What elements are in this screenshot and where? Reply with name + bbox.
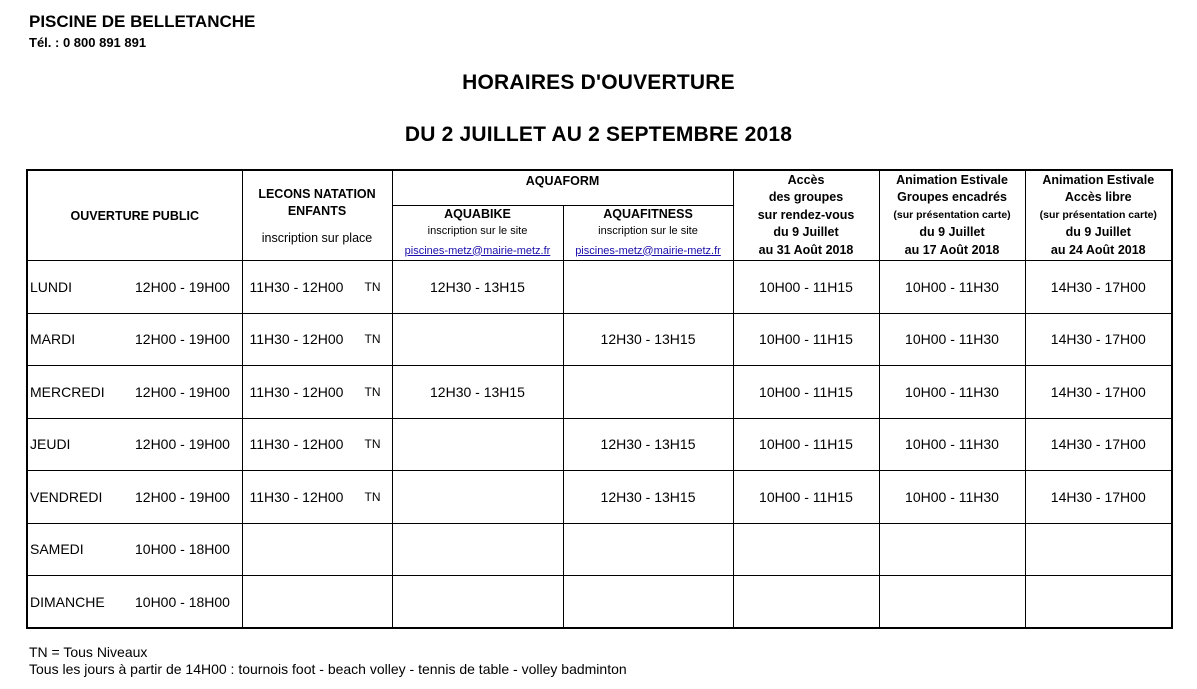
header-aquaform-label: AQUAFORM bbox=[525, 174, 600, 188]
cell-aquabike bbox=[392, 576, 563, 629]
header-groupes-l3: sur rendez-vous bbox=[757, 207, 855, 222]
cell-public bbox=[27, 313, 242, 366]
footer-activities: Tous les jours à partir de 14H00 : tournois foot - beach volley - tennis de table - volley badminton bbox=[29, 661, 627, 677]
public-hours: 12H00 - 19H00 bbox=[135, 278, 230, 295]
cell-anim2: 14H30 - 17H00 bbox=[1025, 313, 1172, 366]
header-aquaform bbox=[392, 170, 733, 205]
lecons-hours: 11H30 - 12H00 bbox=[249, 436, 344, 453]
cell-anim1: 10H00 - 11H30 bbox=[879, 471, 1025, 524]
cell-anim2 bbox=[1025, 523, 1172, 576]
cell-lecons bbox=[242, 261, 392, 314]
public-hours: 12H00 - 19H00 bbox=[135, 331, 230, 348]
header-lecons bbox=[242, 170, 392, 261]
public-hours: 12H00 - 19H00 bbox=[135, 436, 230, 453]
cell-aquabike bbox=[392, 418, 563, 471]
cell-anim2: 14H30 - 17H00 bbox=[1025, 366, 1172, 419]
phone-number: Tél. : 0 800 891 891 bbox=[29, 35, 147, 50]
cell-public bbox=[27, 261, 242, 314]
cell-aquabike bbox=[392, 313, 563, 366]
cell-aquabike bbox=[392, 471, 563, 524]
header-lecons-note: inscription sur place bbox=[261, 230, 373, 245]
header-anim1-l5: au 17 Août 2018 bbox=[904, 242, 1000, 257]
cell-aquafitness: 12H30 - 13H15 bbox=[563, 418, 733, 471]
day-name: SAMEDI bbox=[30, 541, 84, 558]
lecons-level: TN bbox=[364, 332, 381, 347]
public-hours: 10H00 - 18H00 bbox=[135, 593, 230, 610]
cell-aquafitness bbox=[563, 523, 733, 576]
header-lecons-line2: ENFANTS bbox=[287, 204, 347, 219]
date-range-title: DU 2 JUILLET AU 2 SEPTEMBRE 2018 bbox=[404, 123, 793, 146]
lecons-level: TN bbox=[364, 384, 381, 399]
table-row bbox=[27, 261, 1172, 314]
header-groupes bbox=[733, 170, 879, 261]
table-row bbox=[27, 418, 1172, 471]
header-anim1-l2: Groupes encadrés bbox=[897, 190, 1007, 205]
table-row bbox=[27, 523, 1172, 576]
aquabike-email-link[interactable]: piscines-metz@mairie-metz.fr bbox=[404, 244, 551, 257]
day-name: JEUDI bbox=[30, 436, 71, 453]
lecons-level: TN bbox=[364, 437, 381, 452]
header-anim1-l3: (sur présentation carte) bbox=[893, 208, 1011, 221]
header-public: OUVERTURE PUBLIC bbox=[27, 170, 242, 261]
pool-name: PISCINE DE BELLETANCHE bbox=[29, 12, 256, 31]
lecons-hours: 11H30 - 12H00 bbox=[249, 331, 344, 348]
cell-anim1: 10H00 - 11H30 bbox=[879, 418, 1025, 471]
header-aquabike-note: inscription sur le site bbox=[427, 225, 528, 237]
header-aquafitness bbox=[563, 205, 733, 261]
lecons-hours: 11H30 - 12H00 bbox=[249, 488, 344, 505]
day-name: VENDREDI bbox=[30, 488, 103, 505]
header-anim2 bbox=[1025, 170, 1172, 261]
public-hours: 10H00 - 18H00 bbox=[135, 541, 230, 558]
cell-aquafitness: 12H30 - 13H15 bbox=[563, 313, 733, 366]
cell-aquabike: 12H30 - 13H15 bbox=[392, 261, 563, 314]
cell-anim1: 10H00 - 11H30 bbox=[879, 313, 1025, 366]
schedule-table bbox=[26, 169, 1173, 629]
cell-aquafitness bbox=[563, 576, 733, 629]
cell-anim2: 14H30 - 17H00 bbox=[1025, 471, 1172, 524]
cell-groupes: 10H00 - 11H15 bbox=[733, 418, 879, 471]
header-lecons-line1: LECONS NATATION bbox=[258, 186, 376, 201]
cell-public bbox=[27, 366, 242, 419]
header-anim1 bbox=[879, 170, 1025, 261]
header-aquafitness-note: inscription sur le site bbox=[598, 225, 698, 237]
cell-anim1: 10H00 - 11H30 bbox=[879, 366, 1025, 419]
header-anim2-l3: (sur présentation carte) bbox=[1039, 208, 1157, 221]
cell-lecons bbox=[242, 313, 392, 366]
cell-public bbox=[27, 576, 242, 629]
public-hours: 12H00 - 19H00 bbox=[135, 383, 230, 400]
day-name: DIMANCHE bbox=[30, 593, 105, 610]
cell-lecons bbox=[242, 576, 392, 629]
cell-lecons bbox=[242, 523, 392, 576]
cell-anim2 bbox=[1025, 576, 1172, 629]
table-row bbox=[27, 576, 1172, 629]
cell-groupes: 10H00 - 11H15 bbox=[733, 313, 879, 366]
cell-aquabike: 12H30 - 13H15 bbox=[392, 366, 563, 419]
cell-aquafitness bbox=[563, 366, 733, 419]
cell-lecons bbox=[242, 418, 392, 471]
header-aquabike bbox=[392, 205, 563, 261]
day-name: MARDI bbox=[30, 331, 76, 348]
header-anim1-l1: Animation Estivale bbox=[896, 172, 1008, 187]
lecons-hours: 11H30 - 12H00 bbox=[249, 383, 344, 400]
public-hours: 12H00 - 19H00 bbox=[135, 488, 230, 505]
cell-anim2: 14H30 - 17H00 bbox=[1025, 261, 1172, 314]
header-aquafitness-label: AQUAFITNESS bbox=[603, 206, 693, 221]
header-groupes-l4: du 9 Juillet bbox=[773, 225, 839, 240]
day-name: MERCREDI bbox=[30, 383, 105, 400]
header-groupes-l1: Accès bbox=[787, 172, 825, 187]
header-anim2-l4: du 9 Juillet bbox=[1065, 225, 1131, 240]
cell-anim1 bbox=[879, 576, 1025, 629]
header-groupes-l2: des groupes bbox=[768, 190, 844, 205]
lecons-level: TN bbox=[364, 489, 381, 504]
day-name: LUNDI bbox=[30, 278, 73, 295]
cell-anim2: 14H30 - 17H00 bbox=[1025, 418, 1172, 471]
header-anim1-l4: du 9 Juillet bbox=[919, 225, 985, 240]
cell-groupes bbox=[733, 523, 879, 576]
header-anim2-l5: au 24 Août 2018 bbox=[1050, 242, 1146, 257]
page-title: HORAIRES D'OUVERTURE bbox=[462, 71, 735, 94]
table-row bbox=[27, 471, 1172, 524]
cell-public bbox=[27, 418, 242, 471]
cell-anim1: 10H00 - 11H30 bbox=[879, 261, 1025, 314]
cell-public bbox=[27, 471, 242, 524]
footer-legend: TN = Tous Niveaux bbox=[29, 644, 148, 660]
cell-aquafitness bbox=[563, 261, 733, 314]
cell-public bbox=[27, 523, 242, 576]
header-anim2-l1: Animation Estivale bbox=[1042, 172, 1155, 187]
cell-groupes bbox=[733, 576, 879, 629]
cell-lecons bbox=[242, 366, 392, 419]
header-aquabike-label: AQUABIKE bbox=[444, 206, 511, 221]
cell-groupes: 10H00 - 11H15 bbox=[733, 471, 879, 524]
cell-aquabike bbox=[392, 523, 563, 576]
cell-groupes: 10H00 - 11H15 bbox=[733, 366, 879, 419]
lecons-hours: 11H30 - 12H00 bbox=[249, 278, 344, 295]
table-row bbox=[27, 313, 1172, 366]
aquafitness-email-link[interactable]: piscines-metz@mairie-metz.fr bbox=[575, 244, 721, 257]
cell-lecons bbox=[242, 471, 392, 524]
header-groupes-l5: au 31 Août 2018 bbox=[758, 242, 854, 257]
cell-aquafitness: 12H30 - 13H15 bbox=[563, 471, 733, 524]
lecons-level: TN bbox=[364, 279, 381, 294]
header-anim2-l2: Accès libre bbox=[1064, 190, 1132, 205]
table-row bbox=[27, 366, 1172, 419]
cell-groupes: 10H00 - 11H15 bbox=[733, 261, 879, 314]
cell-anim1 bbox=[879, 523, 1025, 576]
